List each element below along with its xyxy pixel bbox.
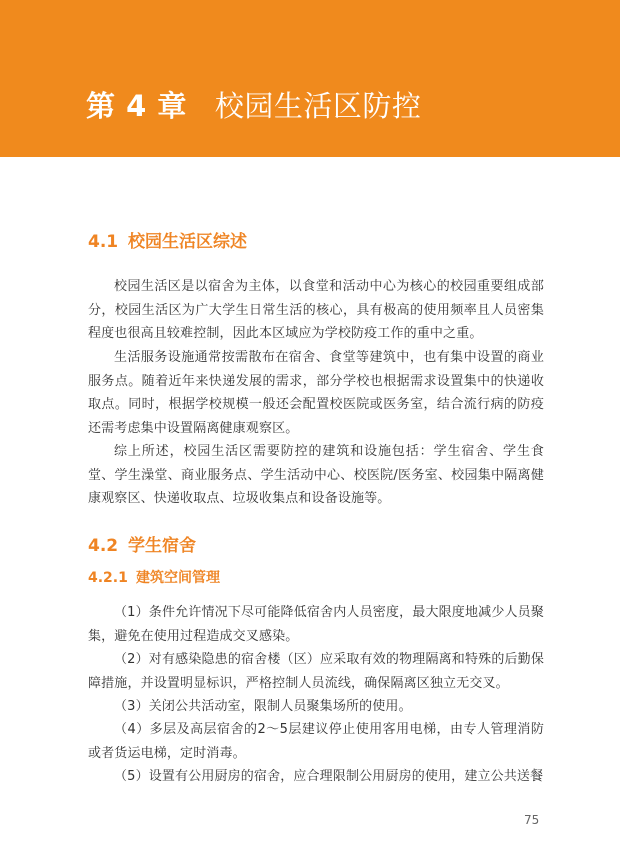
subsection-title: 建筑空间管理 xyxy=(136,570,220,586)
section-heading-4-1 xyxy=(88,231,247,253)
section-title: 学生宿舍 xyxy=(128,536,196,556)
list-item: （2）对有感染隐患的宿舍楼（区）应采取有效的物理隔离和特殊的后勤保障措施，并设置明显标识，严格控制人员流线，确保隔离区独立无交叉。 xyxy=(88,652,544,691)
list-item: （5）设置有公用厨房的宿舍，应合理限制公用厨房的使用，建立公共送餐 xyxy=(114,769,544,784)
section-heading-4-2 xyxy=(88,535,196,557)
list-item: （4）多层及高层宿舍的2～5层建议停止使用客用电梯，由专人管理消防或者货运电梯，定时消毒。 xyxy=(88,722,544,761)
list-item: （1）条件允许情况下尽可能降低宿舍内人员密度，最大限度地减少人员聚集，避免在使用过程造成交叉感染。 xyxy=(88,605,544,644)
page-number: 75 xyxy=(524,813,540,827)
section-title: 校园生活区综述 xyxy=(128,232,247,252)
paragraph: 生活服务设施通常按需散布在宿舍、食堂等建筑中，也有集中设置的商业服务点。随着近年来快递发展的需求，部分学校也根据需求设置集中的快递收取点。同时，根据学校规模一般还会配置校医院或医务室，结合流行病的防疫还需考虑集中设置隔离健康观察区。 xyxy=(88,350,544,436)
section-number: 4.2 xyxy=(88,536,119,556)
chapter-banner xyxy=(0,0,620,157)
chapter-number: 第 4 章 xyxy=(86,89,187,123)
subsection-heading-4-2-1 xyxy=(88,568,220,588)
paragraph: 综上所述，校园生活区需要防控的建筑和设施包括：学生宿舍、学生食堂、学生澡堂、商业服务点、学生活动中心、校医院/医务室、校园集中隔离健康观察区、快递收取点、垃圾收集点和设备设施等。 xyxy=(88,444,544,506)
list-item: （3）关闭公共活动室，限制人员聚集场所的使用。 xyxy=(114,699,412,714)
section-number: 4.1 xyxy=(88,232,119,252)
subsection-number: 4.2.1 xyxy=(88,570,128,586)
paragraph: 校园生活区是以宿舍为主体，以食堂和活动中心为核心的校园重要组成部分，校园生活区为广大学生日常生活的核心，具有极高的使用频率且人员密集程度也很高且较难控制，因此本区域应为学校防疫工作的重中之重。 xyxy=(88,279,544,341)
chapter-title xyxy=(86,88,421,124)
chapter-name: 校园生活区防控 xyxy=(214,89,422,123)
